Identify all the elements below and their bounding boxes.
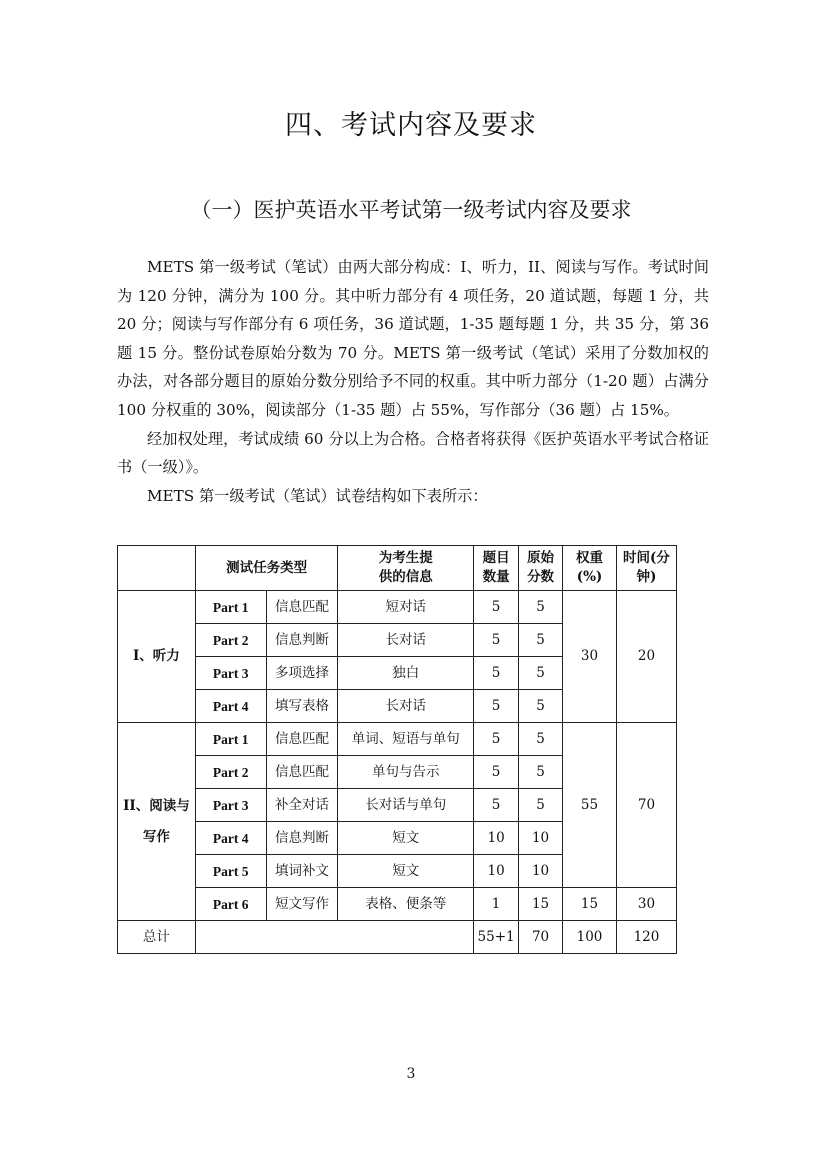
info-cell: 短对话 [338,591,474,624]
header-time-label: 时间(分钟) [623,550,670,585]
total-empty-cell [195,921,473,954]
part-label: Part 2 [195,756,266,789]
task-cell: 短文写作 [266,888,338,921]
count-cell: 10 [474,822,519,855]
count-cell: 5 [474,789,519,822]
count-cell: 5 [474,657,519,690]
task-cell: 信息匹配 [266,591,338,624]
reading-writing-label-line1: II、阅读与 [123,797,190,814]
info-cell: 短文 [338,855,474,888]
table-row [118,723,677,756]
part-label: Part 5 [195,855,266,888]
header-count [474,546,519,591]
reading-writing-label [118,723,196,921]
raw-cell: 15 [519,888,563,921]
info-cell: 长对话 [338,690,474,723]
task-cell: 补全对话 [266,789,338,822]
header-weight-label: 权重(%) [576,550,604,585]
header-time [616,546,676,591]
header-raw-label: 原始分数 [527,550,555,585]
info-cell: 单词、短语与单句 [338,723,474,756]
total-weight: 100 [563,921,617,954]
raw-cell: 5 [519,723,563,756]
listening-time: 20 [616,591,676,723]
part-label: Part 1 [195,723,266,756]
table-header-row [118,546,677,591]
part-label: Part 6 [195,888,266,921]
total-label: 总计 [118,921,196,954]
info-cell: 长对话 [338,624,474,657]
count-cell: 10 [474,855,519,888]
table-row [118,888,677,921]
paragraph-table-intro: METS 第一级考试（笔试）试卷结构如下表所示： [147,486,488,505]
reading-time: 70 [616,723,676,888]
reading-weight: 55 [563,723,617,888]
listening-weight: 30 [563,591,617,723]
paragraph-exam-structure: METS 第一级考试（笔试）由两大部分构成：I、听力，II、阅读与写作。考试时间为 120 分钟，满分为 100 分。其中听力部分有 4 项任务，20 道试题，每题 1 分，共 20 分；阅读与写作部分有 6 项任务，36 道试题，1-35 题每题 1 分，共 35 分，第 36 题 15 分。整份试卷原始分数为 70 分。METS 第一级考试（笔试）采用了分数加权的办法，对各部分题目的原始分数分别给予不同的权重。其中听力部分（1-20 题）占满分 100 分权重的 30%，阅读部分（1-35 题）占 55%，写作部分（36 题）占 15%。 [117,258,709,419]
header-empty-cell [118,546,196,591]
count-cell: 5 [474,591,519,624]
body-text [117,253,709,510]
header-info-label: 为考生提供的信息 [378,550,433,585]
info-cell: 表格、便条等 [338,888,474,921]
part-label: Part 3 [195,789,266,822]
task-cell: 填写表格 [266,690,338,723]
section-title: （一）医护英语水平考试第一级考试内容及要求 [190,198,632,222]
raw-cell: 10 [519,822,563,855]
part-label: Part 4 [195,822,266,855]
header-info [338,546,474,591]
info-cell: 独白 [338,657,474,690]
header-raw [519,546,563,591]
header-task-type: 测试任务类型 [195,546,338,591]
task-cell: 信息匹配 [266,723,338,756]
total-raw: 70 [519,921,563,954]
listening-label: I、听力 [118,591,196,723]
raw-cell: 5 [519,624,563,657]
count-cell: 1 [474,888,519,921]
info-cell: 短文 [338,822,474,855]
task-cell: 信息判断 [266,822,338,855]
exam-structure-table [117,545,677,954]
info-cell: 单句与告示 [338,756,474,789]
page-title: 四、考试内容及要求 [285,110,537,141]
raw-cell: 10 [519,855,563,888]
writing-time: 30 [616,888,676,921]
table-row [118,591,677,624]
part-label: Part 3 [195,657,266,690]
task-cell: 信息判断 [266,624,338,657]
task-cell: 多项选择 [266,657,338,690]
raw-cell: 5 [519,756,563,789]
count-cell: 5 [474,756,519,789]
count-cell: 5 [474,690,519,723]
task-cell: 填词补文 [266,855,338,888]
total-time: 120 [616,921,676,954]
total-count: 55+1 [474,921,519,954]
reading-writing-label-line2: 写作 [142,828,170,845]
part-label: Part 2 [195,624,266,657]
task-cell: 信息匹配 [266,756,338,789]
raw-cell: 5 [519,690,563,723]
header-count-label: 题目数量 [482,550,510,585]
page-number: 3 [406,1066,416,1082]
header-weight [563,546,617,591]
info-cell: 长对话与单句 [338,789,474,822]
part-label: Part 1 [195,591,266,624]
count-cell: 5 [474,624,519,657]
paragraph-passing-score: 经加权处理，考试成绩 60 分以上为合格。合格者将获得《医护英语水平考试合格证书（一级）》。 [117,429,709,477]
raw-cell: 5 [519,591,563,624]
raw-cell: 5 [519,789,563,822]
writing-weight: 15 [563,888,617,921]
total-row [118,921,677,954]
part-label: Part 4 [195,690,266,723]
raw-cell: 5 [519,657,563,690]
count-cell: 5 [474,723,519,756]
